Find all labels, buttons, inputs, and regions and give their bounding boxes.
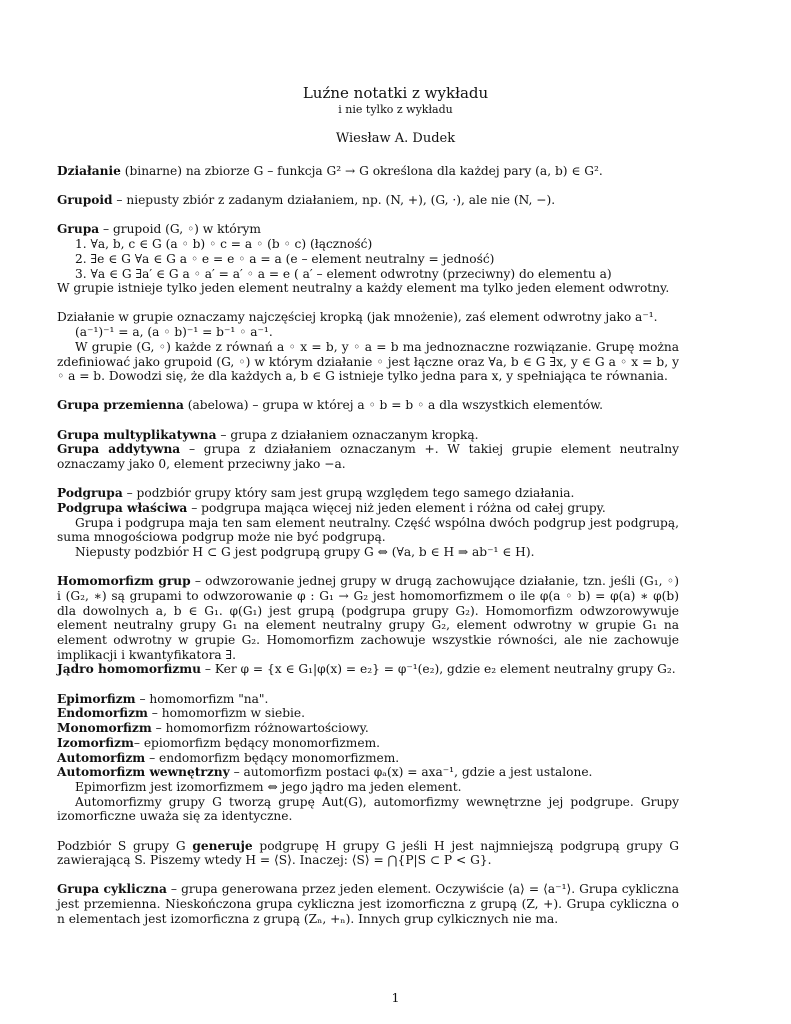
- definition-text: – epiomorfizm będący monomorfizmem.: [133, 735, 381, 750]
- document-body: [57, 164, 679, 927]
- term: Automorfizm wewnętrzny: [57, 765, 230, 780]
- formula-line: (a⁻¹)⁻¹ = a, (a ◦ b)⁻¹ = b⁻¹ ◦ a⁻¹.: [75, 325, 273, 340]
- definition-text: – homomorfizm w siebie.: [147, 706, 306, 721]
- definition-text: – grupoid (G, ◦) w którym: [99, 222, 261, 237]
- definition-homomorfizm: [57, 574, 679, 662]
- paragraph: Automorfizmy grupy G tworzą grupę Aut(G), automorfizmy wewnętrzne jej podgrupe. Grupy izomorficzne uważa się za identyczne.: [57, 794, 679, 824]
- term: Monomorfizm: [57, 721, 152, 736]
- paragraph: Niepusty podzbiór H ⊂ G jest podgrupą grupy G ⇔ (∀a, b ∈ H ⇒ ab⁻¹ ∈ H).: [75, 545, 535, 560]
- definition-podgrupa-wlasciwa: [57, 501, 679, 516]
- definition-text: – grupa generowana przez jeden element. Oczywiście ⟨a⟩ = ⟨a⁻¹⟩. Grupa cykliczna jest przemienna. Nieskończona grupa cykliczna jest izomorficzna z grupą (Z, +). Grupa cykliczna o n elementach jest izomorficzna z grupą (Zₙ, +ₙ). Innych grup cylkicznych nie ma.: [57, 882, 679, 926]
- term: Grupoid: [57, 193, 113, 208]
- definition-izomorfizm: [57, 736, 679, 751]
- definition-automorfizm-wewnetrzny: [57, 765, 679, 780]
- term: Działanie: [57, 164, 121, 178]
- definition-automorfizm: [57, 751, 679, 766]
- document-author: Wiesław A. Dudek: [335, 131, 456, 146]
- definition-jadro: [57, 662, 679, 677]
- term: Grupa: [57, 222, 100, 237]
- page-number: 1: [391, 990, 400, 1005]
- definition-grupa-przemienna: [57, 398, 679, 413]
- definition-podgrupa: [57, 486, 679, 501]
- definition-monomorfizm: [57, 721, 679, 736]
- definition-prefix: Podzbiór S grupy G: [57, 838, 193, 853]
- definition-text: – odwzorowanie jednej grupy w drugą zachowujące działanie, tzn. jeśli (G₁, ◦) i (G₂, ∗) są grupami to odwzorowanie φ : G₁ → G₂ jest homomorfizmem o ile φ(a ◦ b) = φ(a) ∗ φ(b) dla dowolnych a, b ∈ G₁. φ(G₁) jest grupą (podgrupa grupy G₂). Homomorfizm odwzorowywuje element neutralny grupy G₁ na element neutralny grupy G₂, element odwrotny w grupie G₁ na element odwrotny w grupie G₂. Homomorfizm zachowuje wszystkie równości, ale nie zachowuje implikacji i kwantyfikatora ∃.: [57, 574, 679, 662]
- definition-text: – endomorfizm będący monomorfizmem.: [145, 750, 400, 765]
- definition-text: – homomorfizm "na".: [135, 691, 269, 706]
- paragraph: W grupie istnieje tylko jeden element neutralny a każdy element ma tylko jeden element odwrotny.: [57, 281, 670, 296]
- term: Podgrupa właściwa: [57, 500, 188, 515]
- term: Epimorfizm: [57, 691, 136, 706]
- term: Podgrupa: [57, 486, 123, 501]
- definition-text: – grupa z działaniem oznaczanym +. W takiej grupie element neutralny oznaczamy jako 0, element przeciwny jako −a.: [57, 442, 679, 472]
- definition-dzialanie: [57, 164, 679, 179]
- definition-text: – Ker φ = {x ∈ G₁|φ(x) = e₂} = φ⁻¹(e₂), gdzie e₂ element neutralny grupy G₂.: [200, 662, 676, 677]
- definition-text: – grupa z działaniem oznaczanym kropką.: [216, 427, 479, 442]
- paragraph: W grupie (G, ◦) każde z równań a ◦ x = b, y ◦ a = b ma jednoznaczne rozwiązanie. Grupę można zdefiniować jako grupoid (G, ◦) w którym działanie ◦ jest łączne oraz ∀a, b ∈ G ∃x, y ∈ G a ◦ x = b, y ◦ a = b. Dowodzi się, że dla każdych a, b ∈ G istnieje tylko jedna para x, y spełniająca te równania.: [57, 339, 679, 384]
- definition-grupoid: [57, 193, 679, 208]
- definition-epimorfizm: [57, 692, 679, 707]
- definition-grupa: [57, 222, 679, 237]
- term: Homomorfizm grup: [57, 574, 191, 589]
- paragraph: Grupa i podgrupa maja ten sam element neutralny. Część wspólna dwóch podgrup jest podgrupą, suma mnogościowa podgrup może nie być podgrupą.: [57, 515, 679, 545]
- definition-endomorfizm: [57, 706, 679, 721]
- term: Jądro homomorfizmu: [57, 662, 201, 677]
- definition-text: – homomorfizm różnowartościowy.: [151, 721, 369, 736]
- term: Grupa przemienna: [57, 398, 184, 413]
- document-title: Luźne notatki z wykładu: [302, 84, 489, 102]
- definition-grupa-multyplikatywna: [57, 428, 679, 443]
- definition-text: (binarne) na zbiorze G – funkcja G² → G określona dla każdej pary (a, b) ∈ G².: [120, 164, 603, 178]
- definition-text: podgrupę H grupy G jeśli H jest najmniejszą podgrupą grupy G zawierającą S. Piszemy wtedy H = ⟨S⟩. Inaczej: ⟨S⟩ = ⋂{P|S ⊂ P < G}.: [57, 838, 680, 868]
- definition-grupa-cykliczna: [57, 882, 679, 926]
- document-subtitle: i nie tylko z wykładu: [338, 103, 453, 116]
- definition-text: – podzbiór grupy który sam jest grupą względem tego samego działania.: [122, 486, 575, 501]
- term: Automorfizm: [57, 750, 146, 765]
- axiom-item: 1. ∀a, b, c ∈ G (a ◦ b) ◦ c = a ◦ (b ◦ c) (łączność): [75, 237, 373, 252]
- definition-generuje: [57, 839, 679, 868]
- axiom-item: 2. ∃e ∈ G ∀a ∈ G a ◦ e = e ◦ a = a (e – element neutralny = jedność): [75, 251, 495, 266]
- term: Grupa multyplikatywna: [57, 427, 217, 442]
- definition-text: – podgrupa mająca więcej niż jeden element i różna od całej grupy.: [187, 500, 606, 515]
- term: generuje: [192, 838, 253, 853]
- definition-text: (abelowa) – grupa w której a ◦ b = b ◦ a dla wszystkich elementów.: [183, 398, 604, 413]
- term: Endomorfizm: [57, 706, 148, 721]
- definition-grupa-addytywna: [57, 442, 679, 471]
- definition-text: – automorfizm postaci φₐ(x) = axa⁻¹, gdzie a jest ustalone.: [229, 765, 593, 780]
- paragraph: Epimorfizm jest izomorfizmem ⇔ jego jądro ma jeden element.: [75, 779, 462, 794]
- definition-text: – niepusty zbiór z zadanym działaniem, np. (N, +), (G, ·), ale nie (N, −).: [112, 193, 556, 208]
- term: Grupa addytywna: [57, 442, 181, 457]
- axiom-item: 3. ∀a ∈ G ∃a′ ∈ G a ◦ a′ = a′ ◦ a = e ( a′ – element odwrotny (przeciwny) do elementu a): [75, 266, 612, 281]
- term: Izomorfizm: [57, 735, 134, 750]
- paragraph: Działanie w grupie oznaczamy najczęściej kropką (jak mnożenie), zaś element odwrotny jako a⁻¹.: [57, 310, 658, 325]
- term: Grupa cykliczna: [57, 882, 167, 897]
